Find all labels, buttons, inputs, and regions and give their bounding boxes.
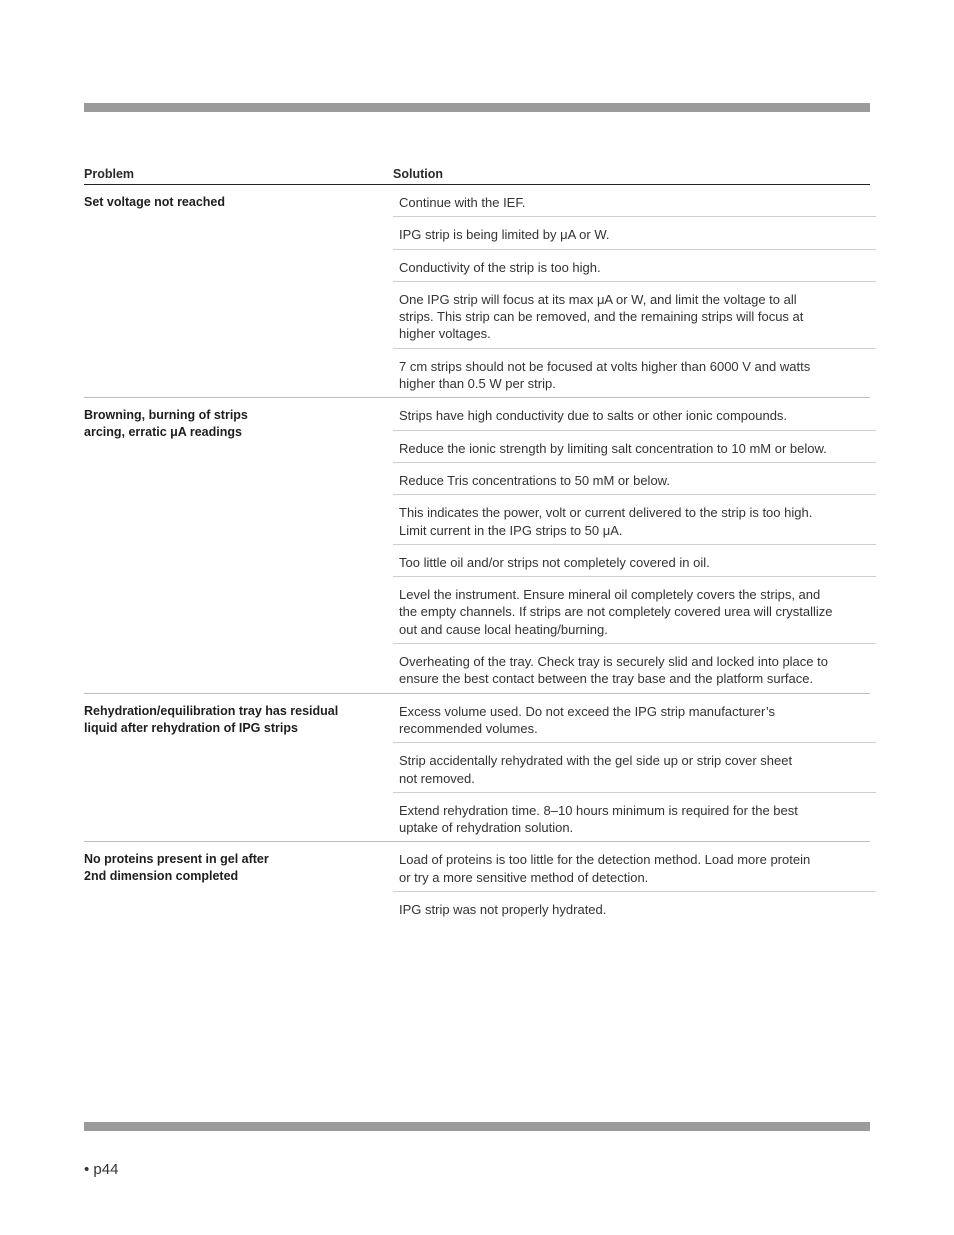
problem-group-browning xyxy=(84,398,870,693)
problem-group-voltage xyxy=(84,185,870,398)
problem-text: Set voltage not reached xyxy=(84,195,226,209)
problem-group-no-proteins xyxy=(84,842,870,923)
solution-item: IPG strip was not properly hydrated. xyxy=(393,891,876,923)
solution-item: Reduce the ionic strength by limiting salt concentration to 10 mM or below. xyxy=(393,430,876,462)
header-solution: Solution xyxy=(393,167,443,181)
solution-item: Load of proteins is too little for the detection method. Load more protein or try a more sensitive method of detection. xyxy=(399,852,811,885)
solution-item: Reduce Tris concentrations to 50 mM or below. xyxy=(393,462,876,494)
top-rule xyxy=(84,103,870,112)
problem-text: No proteins present in gel after 2nd dimension completed xyxy=(84,852,269,884)
solution-item: Overheating of the tray. Check tray is securely slid and locked into place to ensure the best contact between the tray base and the platform surface. xyxy=(393,643,876,693)
solution-item: Strips have high conductivity due to salts or other ionic compounds. xyxy=(399,408,788,424)
header-problem: Problem xyxy=(84,167,135,181)
solution-item: Too little oil and/or strips not completely covered in oil. xyxy=(393,544,876,576)
solution-item: Strip accidentally rehydrated with the gel side up or strip cover sheet not removed. xyxy=(393,742,876,792)
solution-item: IPG strip is being limited by μA or W. xyxy=(393,216,876,248)
bottom-rule xyxy=(84,1122,870,1131)
problem-group-rehydration xyxy=(84,694,870,843)
solution-item: Extend rehydration time. 8–10 hours minimum is required for the best uptake of rehydration solution. xyxy=(393,792,876,842)
problem-text: Rehydration/equilibration tray has residual liquid after rehydration of IPG strips xyxy=(84,703,339,735)
solution-item: Continue with the IEF. xyxy=(399,195,526,210)
solution-item: One IPG strip will focus at its max μA or W, and limit the voltage to all strips. This strip can be removed, and the remaining strips will focus at higher voltages. xyxy=(393,281,876,348)
solution-item: Excess volume used. Do not exceed the IPG strip manufacturer’s recommended volumes. xyxy=(399,703,775,736)
solution-item: Conductivity of the strip is too high. xyxy=(393,249,876,281)
troubleshooting-table xyxy=(84,165,870,923)
solution-item: This indicates the power, volt or current delivered to the strip is too high. Limit current in the IPG strips to 50 μA. xyxy=(393,494,876,544)
solution-item: Level the instrument. Ensure mineral oil completely covers the strips, and the empty channels. If strips are not completely covered urea will crystallize out and cause local heating/burning. xyxy=(393,576,876,643)
problem-text: Browning, burning of strips arcing, erratic μA readings xyxy=(84,408,248,440)
solution-item: 7 cm strips should not be focused at volts higher than 6000 V and watts higher than 0.5 W per strip. xyxy=(393,348,876,398)
table-header xyxy=(84,165,870,185)
page-number: • p44 xyxy=(84,1161,119,1178)
